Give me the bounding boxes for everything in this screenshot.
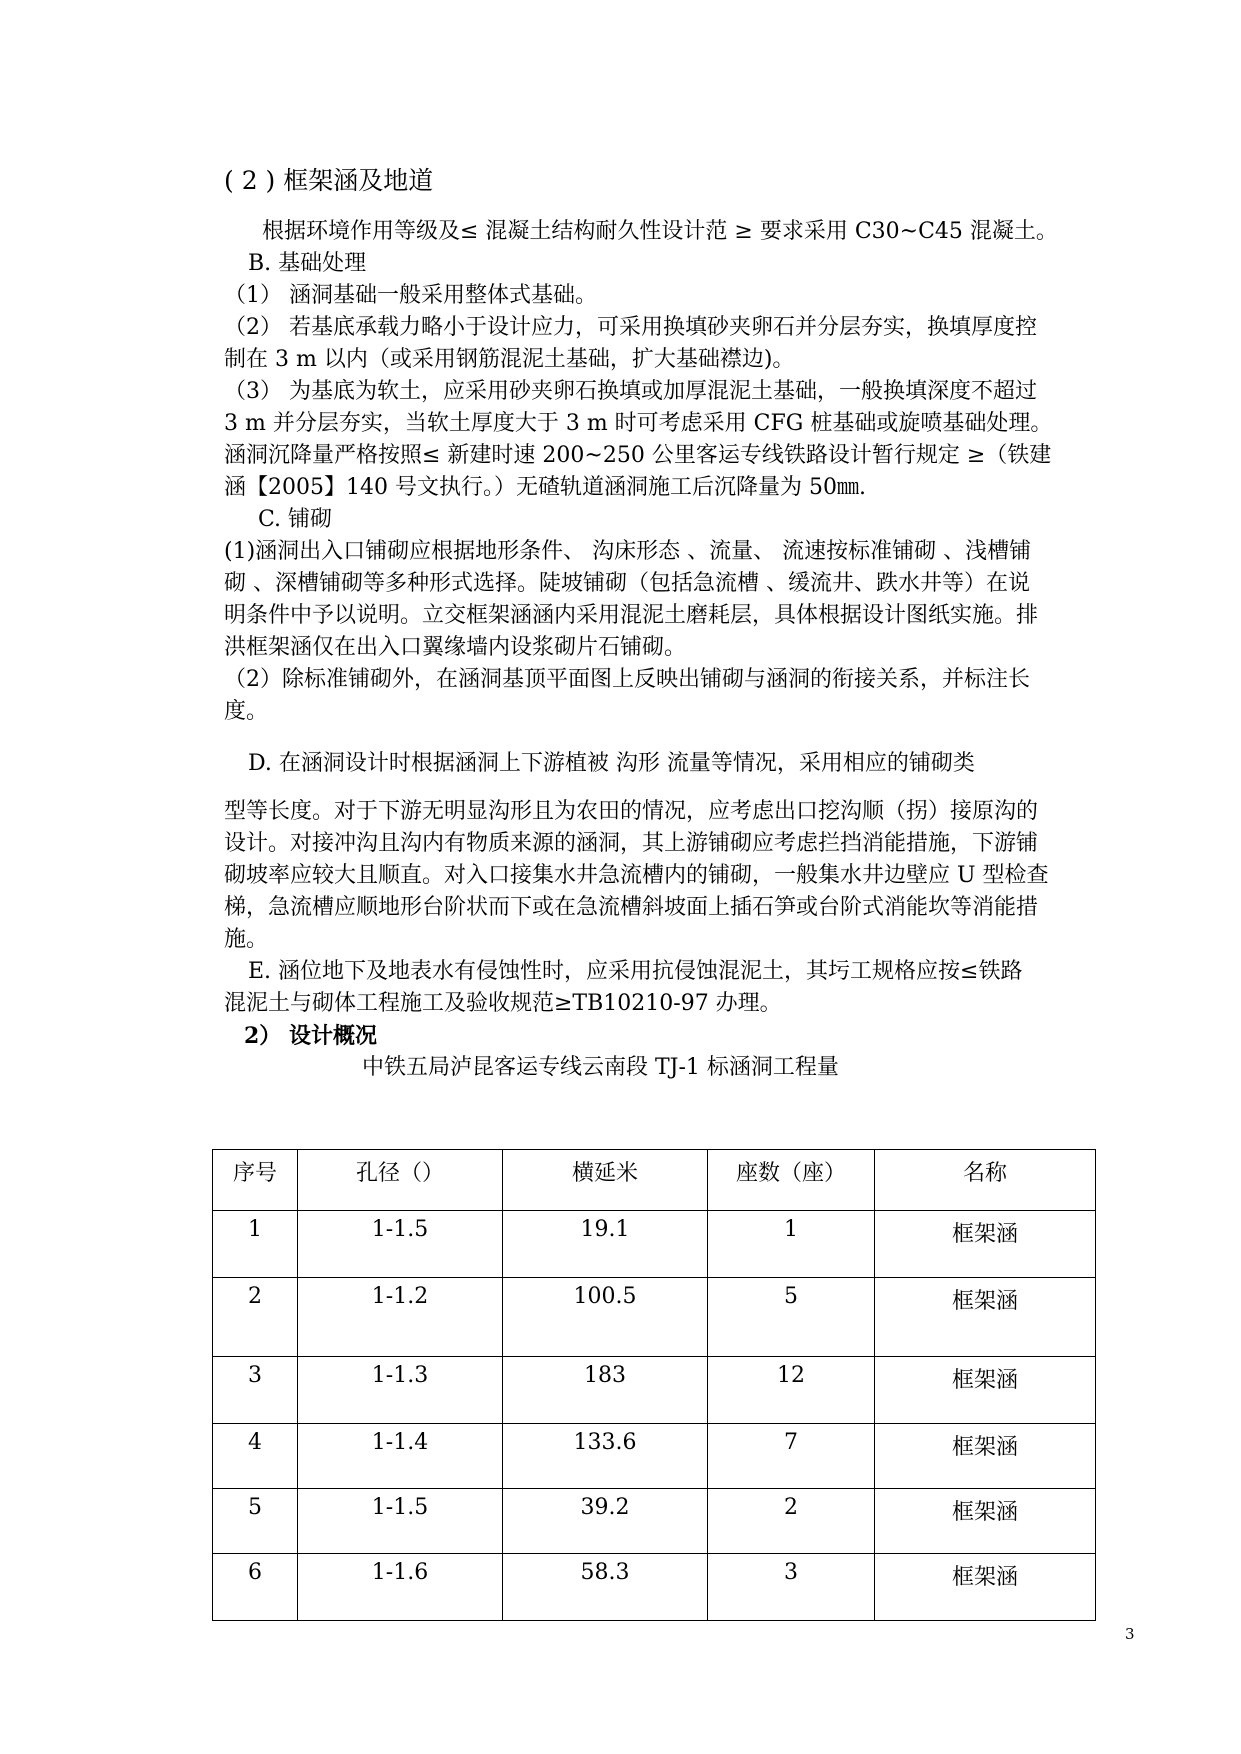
section-d-line-6: 施。 [224,927,269,952]
cell-aperture: 1-1.6 [298,1554,503,1621]
section-e-line-2: 混泥土与砌体工程施工及验收规范≥TB10210-97 办理。 [224,991,782,1016]
foundation-item-3-line-1: （3） 为基底为软土，应采用砂夹卵石换填或加厚混泥土基础，一般换填深度不超过 [224,379,1037,404]
cell-length: 39.2 [503,1489,708,1554]
foundation-item-3-line-4: 涵【2005】140 号文执行。）无碴轨道涵洞施工后沉降量为 50㎜. [224,475,866,500]
table-row [213,1554,1096,1621]
foundation-item-1: （1） 涵洞基础一般采用整体式基础。 [224,283,597,308]
section-d-line-4: 砌坡率应较大且顺直。对入口接集水井急流槽内的铺砌，一般集水井边壁应 U 型检查 [224,863,1049,888]
cell-count: 3 [708,1554,875,1621]
section-d-line-5: 梯，急流槽应顺地形台阶状而下或在急流槽斜坡面上插石笋或台阶式消能坎等消能措 [224,895,1039,920]
paving-item-1-line-4: 洪框架涵仅在出入口翼缘墙内设浆砌片石铺砌。 [224,635,687,660]
header-aperture: 孔径（） [298,1150,503,1211]
cell-index: 6 [213,1554,298,1621]
foundation-item-2-line-2: 制在 3 m 以内（或采用钢筋混泥土基础，扩大基础襟边)。 [224,347,795,372]
table-header-row [213,1150,1096,1211]
section-d-line-2: 型等长度。对于下游无明显沟形且为农田的情况，应考虑出口挖沟顺（拐）接原沟的 [224,799,1039,824]
foundation-item-3-line-2: 3 m 并分层夯实，当软土厚度大于 3 m 时可考虑采用 CFG 桩基础或旋喷基础处理。 [224,411,1053,436]
table-row [213,1211,1096,1278]
cell-aperture: 1-1.5 [298,1489,503,1554]
cell-name: 框架涵 [875,1489,1096,1554]
cell-index: 2 [213,1278,298,1357]
cell-name: 框架涵 [875,1424,1096,1489]
section-d-line-1: D. 在涵洞设计时根据涵洞上下游植被 沟形 流量等情况，采用相应的铺砌类 [248,751,975,776]
paving-item-1-line-1: (1)涵洞出入口铺砌应根据地形条件、 沟床形态 、流量、 流速按标准铺砌 、浅槽铺 [224,539,1032,564]
paragraph-concrete: 根据环境作用等级及≤ 混凝土结构耐久性设计范 ≥ 要求采用 C30~C45 混凝土。 [262,219,1058,244]
cell-count: 2 [708,1489,875,1554]
header-count: 座数（座） [708,1150,875,1211]
foundation-item-2-line-1: （2） 若基底承载力略小于设计应力，可采用换填砂夹卵石并分层夯实，换填厚度控 [224,315,1037,340]
cell-aperture: 1-1.5 [298,1211,503,1278]
header-index: 序号 [213,1150,298,1211]
cell-name: 框架涵 [875,1211,1096,1278]
heading-foundation: B. 基础处理 [248,251,367,276]
cell-count: 1 [708,1211,875,1278]
cell-index: 4 [213,1424,298,1489]
cell-length: 183 [503,1357,708,1424]
design-overview-heading: 2） 设计概况 [244,1023,377,1049]
culvert-quantity-table [212,1149,1096,1621]
cell-count: 5 [708,1278,875,1357]
heading-paving: C. 铺砌 [258,507,333,532]
cell-index: 3 [213,1357,298,1424]
cell-aperture: 1-1.4 [298,1424,503,1489]
cell-index: 1 [213,1211,298,1278]
paving-item-2-line-2: 度。 [224,699,269,724]
header-name: 名称 [875,1150,1096,1211]
cell-length: 100.5 [503,1278,708,1357]
cell-length: 133.6 [503,1424,708,1489]
section-d-line-3: 设计。对接冲沟且沟内有物质来源的涵洞，其上游铺砌应考虑拦挡消能措施，下游铺 [224,831,1039,856]
cell-name: 框架涵 [875,1357,1096,1424]
table-row [213,1424,1096,1489]
header-length: 横延米 [503,1150,708,1211]
cell-name: 框架涵 [875,1278,1096,1357]
cell-length: 19.1 [503,1211,708,1278]
section-e-line-1: E. 涵位地下及地表水有侵蚀性时，应采用抗侵蚀混泥土，其圬工规格应按≤铁路 [248,959,1023,984]
page-number: 3 [1125,1625,1135,1643]
paving-item-2-line-1: （2）除标准铺砌外，在涵洞基顶平面图上反映出铺砌与涵洞的衔接关系，并标注长 [224,667,1030,692]
cell-count: 7 [708,1424,875,1489]
table-row [213,1278,1096,1357]
paving-item-1-line-2: 砌 、深槽铺砌等多种形式选择。陡坡铺砌（包括急流槽 、缓流井、跌水井等）在说 [224,571,1030,596]
cell-length: 58.3 [503,1554,708,1621]
foundation-item-3-line-3: 涵洞沉降量严格按照≤ 新建时速 200~250 公里客运专线铁路设计暂行规定 ≥（铁建 [224,443,1052,468]
table-caption: 中铁五局泸昆客运专线云南段 TJ-1 标涵洞工程量 [362,1055,839,1080]
cell-count: 12 [708,1357,875,1424]
cell-aperture: 1-1.2 [298,1278,503,1357]
cell-aperture: 1-1.3 [298,1357,503,1424]
paving-item-1-line-3: 明条件中予以说明。立交框架涵涵内采用混泥土磨耗层，具体根据设计图纸实施。排 [224,603,1039,628]
cell-name: 框架涵 [875,1554,1096,1621]
table-row [213,1489,1096,1554]
cell-index: 5 [213,1489,298,1554]
section-heading: ( 2 ) 框架涵及地道 [224,166,434,195]
table-row [213,1357,1096,1424]
